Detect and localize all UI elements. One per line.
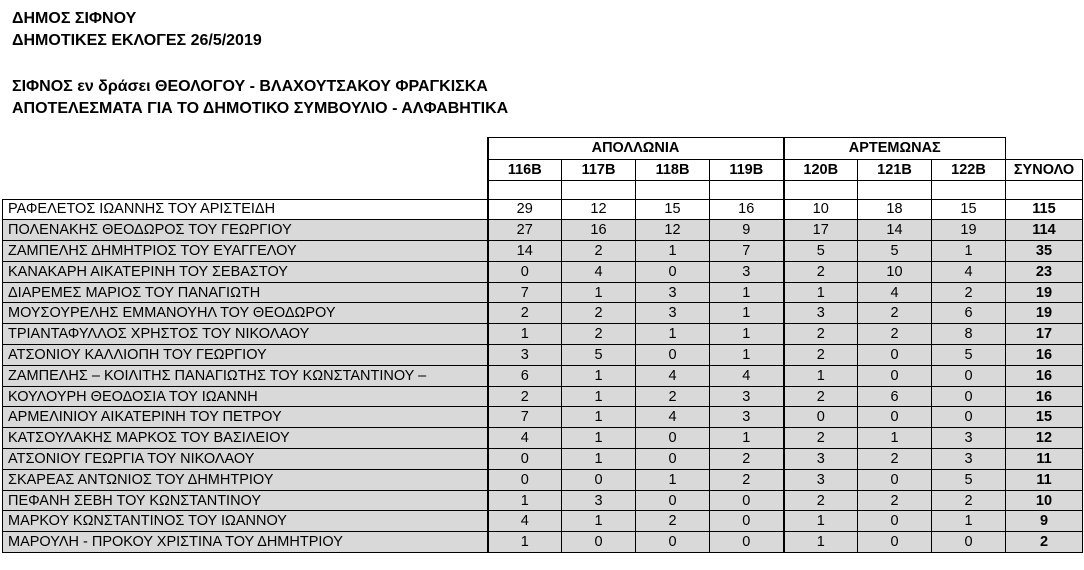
vote-cell: 5: [932, 345, 1006, 366]
total-cell: 2: [1006, 532, 1083, 553]
candidate-row: [3, 490, 1083, 511]
candidate-name-cell: ΤΡΙΑΝΤΑΦΥΛΛΟΣ ΧΡΗΣΤΟΣ ΤΟΥ ΝΙΚΟΛΑΟΥ: [3, 324, 488, 345]
total-cell: 9: [1006, 511, 1083, 532]
vote-cell: 0: [784, 407, 858, 428]
header-name-spacer: [3, 181, 488, 200]
empty-cell: [932, 181, 1006, 200]
total-cell: 12: [1006, 428, 1083, 449]
vote-cell: 7: [488, 407, 562, 428]
candidate-row: [3, 511, 1083, 532]
results-table: [2, 137, 1083, 553]
vote-cell: 12: [562, 199, 636, 220]
vote-cell: 6: [932, 303, 1006, 324]
vote-cell: 0: [858, 469, 932, 490]
candidate-row: [3, 449, 1083, 470]
empty-cell: [636, 181, 710, 200]
results-subtitle: ΑΠΟΤΕΛΕΣΜΑΤΑ ΓΙΑ ΤΟ ΔΗΜΟΤΙΚΟ ΣΥΜΒΟΥΛΙΟ - ΑΛΦΑΒΗΤΙΚΑ: [12, 100, 509, 117]
results-tbody: [3, 199, 1083, 553]
vote-cell: 3: [636, 282, 710, 303]
total-cell: 115: [1006, 199, 1083, 220]
vote-cell: 12: [636, 220, 710, 241]
station-header-116b: 116B: [488, 159, 562, 181]
vote-cell: 6: [858, 386, 932, 407]
vote-cell: 3: [784, 303, 858, 324]
vote-cell: 1: [858, 428, 932, 449]
vote-cell: 4: [636, 365, 710, 386]
vote-cell: 4: [488, 428, 562, 449]
candidate-row: [3, 365, 1083, 386]
vote-cell: 2: [784, 324, 858, 345]
candidate-name-cell: ΚΟΥΛΟΥΡΗ ΘΕΟΔΟΣΙΑ ΤΟΥ ΙΩΑΝΝΗ: [3, 386, 488, 407]
vote-cell: 0: [636, 532, 710, 553]
vote-cell: 2: [784, 261, 858, 282]
district-header-row: [3, 138, 1083, 160]
vote-cell: 0: [858, 407, 932, 428]
vote-cell: 2: [932, 282, 1006, 303]
total-cell: 16: [1006, 345, 1083, 366]
vote-cell: 4: [636, 407, 710, 428]
report-header: [12, 8, 508, 120]
candidate-name-cell: ΑΡΜΕΛΙΝΙΟΥ ΑΙΚΑΤΕΡΙΝΗ ΤΟΥ ΠΕΤΡΟΥ: [3, 407, 488, 428]
total-cell: 16: [1006, 365, 1083, 386]
vote-cell: 15: [932, 199, 1006, 220]
vote-cell: 10: [858, 261, 932, 282]
vote-cell: 2: [562, 303, 636, 324]
vote-cell: 0: [858, 511, 932, 532]
vote-cell: 2: [858, 303, 932, 324]
vote-cell: 2: [784, 386, 858, 407]
vote-cell: 0: [562, 532, 636, 553]
municipality-title: ΔΗΜΟΣ ΣΙΦΝΟΥ: [12, 10, 137, 27]
vote-cell: 1: [562, 407, 636, 428]
candidate-row: [3, 407, 1083, 428]
vote-cell: 2: [636, 386, 710, 407]
candidate-name-cell: ΠΕΦΑΝΗ ΣΕΒΗ ΤΟΥ ΚΩΝΣΤΑΝΤΙΝΟΥ: [3, 490, 488, 511]
total-cell: 17: [1006, 324, 1083, 345]
vote-cell: 6: [488, 365, 562, 386]
candidate-name-cell: ΖΑΜΠΕΛΗΣ – ΚΟΙΛΙΤΗΣ ΠΑΝΑΓΙΩΤΗΣ ΤΟΥ ΚΩΝΣΤΑΝΤΙΝΟΥ –: [3, 365, 488, 386]
vote-cell: 1: [562, 511, 636, 532]
candidate-name-cell: ΚΑΤΣΟΥΛΑΚΗΣ ΜΑΡΚΟΣ ΤΟΥ ΒΑΣΙΛΕΙΟΥ: [3, 428, 488, 449]
vote-cell: 0: [636, 449, 710, 470]
vote-cell: 0: [858, 365, 932, 386]
vote-cell: 2: [488, 386, 562, 407]
vote-cell: 0: [636, 261, 710, 282]
district-header-artemonas: ΑΡΤΕΜΩΝΑΣ: [784, 138, 1006, 160]
vote-cell: 0: [932, 407, 1006, 428]
total-cell: 10: [1006, 490, 1083, 511]
election-title: ΔΗΜΟΤΙΚΕΣ ΕΚΛΟΓΕΣ 26/5/2019: [12, 32, 262, 49]
candidate-row: [3, 469, 1083, 490]
vote-cell: 4: [932, 261, 1006, 282]
vote-cell: 3: [784, 449, 858, 470]
vote-cell: 14: [488, 241, 562, 262]
vote-cell: 1: [932, 241, 1006, 262]
vote-cell: 1: [784, 511, 858, 532]
vote-cell: 5: [858, 241, 932, 262]
station-header-119b: 119B: [710, 159, 784, 181]
total-column-header: ΣΥΝΟΛΟ: [1006, 159, 1083, 181]
vote-cell: 4: [488, 511, 562, 532]
vote-cell: 27: [488, 220, 562, 241]
vote-cell: 1: [636, 241, 710, 262]
district-header-apollonia: ΑΠΟΛΛΩΝΙΑ: [488, 138, 784, 160]
vote-cell: 0: [710, 511, 784, 532]
empty-cell: [858, 181, 932, 200]
total-cell: 11: [1006, 469, 1083, 490]
vote-cell: 1: [784, 365, 858, 386]
vote-cell: 3: [932, 449, 1006, 470]
total-cell: 19: [1006, 282, 1083, 303]
total-cell: 114: [1006, 220, 1083, 241]
vote-cell: 4: [858, 282, 932, 303]
vote-cell: 15: [636, 199, 710, 220]
candidate-name-cell: ΚΑΝΑΚΑΡΗ ΑΙΚΑΤΕΡΙΝΗ ΤΟΥ ΣΕΒΑΣΤΟΥ: [3, 261, 488, 282]
vote-cell: 0: [932, 532, 1006, 553]
vote-cell: 2: [488, 303, 562, 324]
candidate-name-cell: ΖΑΜΠΕΛΗΣ ΔΗΜΗΤΡΙΟΣ ΤΟΥ ΕΥΑΓΓΕΛΟΥ: [3, 241, 488, 262]
vote-cell: 0: [858, 532, 932, 553]
vote-cell: 2: [710, 449, 784, 470]
candidate-name-cell: ΔΙΑΡΕΜΕΣ ΜΑΡΙΟΣ ΤΟΥ ΠΑΝΑΓΙΩΤΗ: [3, 282, 488, 303]
vote-cell: 1: [488, 324, 562, 345]
total-column-top-cell: [1006, 138, 1083, 160]
vote-cell: 0: [488, 449, 562, 470]
vote-cell: 0: [488, 261, 562, 282]
candidate-name-cell: ΜΑΡΟΥΛΗ - ΠΡΟΚΟΥ ΧΡΙΣΤΙΝΑ ΤΟΥ ΔΗΜΗΤΡΙΟΥ: [3, 532, 488, 553]
total-cell: 35: [1006, 241, 1083, 262]
vote-cell: 18: [858, 199, 932, 220]
candidate-row: [3, 261, 1083, 282]
vote-cell: 0: [562, 469, 636, 490]
vote-cell: 2: [932, 490, 1006, 511]
candidate-name-cell: ΠΟΛΕΝΑΚΗΣ ΘΕΟΔΩΡΟΣ ΤΟΥ ΓΕΩΡΓΙΟΥ: [3, 220, 488, 241]
vote-cell: 1: [562, 386, 636, 407]
vote-cell: 5: [784, 241, 858, 262]
vote-cell: 2: [710, 469, 784, 490]
vote-cell: 2: [562, 324, 636, 345]
total-cell: 23: [1006, 261, 1083, 282]
vote-cell: 5: [932, 469, 1006, 490]
vote-cell: 3: [710, 407, 784, 428]
vote-cell: 14: [858, 220, 932, 241]
vote-cell: 8: [932, 324, 1006, 345]
vote-cell: 9: [710, 220, 784, 241]
vote-cell: 3: [710, 261, 784, 282]
vote-cell: 1: [562, 428, 636, 449]
candidate-row: [3, 241, 1083, 262]
vote-cell: 0: [636, 428, 710, 449]
vote-cell: 10: [784, 199, 858, 220]
station-header-122b: 122B: [932, 159, 1006, 181]
vote-cell: 1: [488, 532, 562, 553]
vote-cell: 1: [710, 345, 784, 366]
vote-cell: 1: [784, 282, 858, 303]
vote-cell: 2: [784, 490, 858, 511]
vote-cell: 3: [784, 469, 858, 490]
vote-cell: 0: [858, 345, 932, 366]
vote-cell: 1: [488, 490, 562, 511]
vote-cell: 3: [710, 386, 784, 407]
station-header-121b: 121B: [858, 159, 932, 181]
empty-header-row: [3, 181, 1083, 200]
vote-cell: 2: [784, 345, 858, 366]
empty-cell: [488, 181, 562, 200]
candidate-row: [3, 199, 1083, 220]
candidate-row: [3, 303, 1083, 324]
vote-cell: 1: [710, 303, 784, 324]
candidate-name-cell: ΑΤΣΟΝΙΟΥ ΚΑΛΛΙΟΠΗ ΤΟΥ ΓΕΩΡΓΙΟΥ: [3, 345, 488, 366]
vote-cell: 2: [858, 449, 932, 470]
vote-cell: 29: [488, 199, 562, 220]
vote-cell: 19: [932, 220, 1006, 241]
vote-cell: 0: [932, 365, 1006, 386]
vote-cell: 7: [710, 241, 784, 262]
vote-cell: 1: [562, 282, 636, 303]
vote-cell: 16: [710, 199, 784, 220]
station-header-117b: 117B: [562, 159, 636, 181]
vote-cell: 0: [710, 490, 784, 511]
party-title: ΣΙΦΝΟΣ εν δράσει ΘΕΟΛΟΓΟΥ - ΒΛΑΧΟΥΤΣΑΚΟΥ ΦΡΑΓΚΙΣΚΑ: [12, 78, 488, 95]
vote-cell: 1: [710, 428, 784, 449]
vote-cell: 0: [488, 469, 562, 490]
vote-cell: 1: [636, 469, 710, 490]
candidate-row: [3, 345, 1083, 366]
candidate-name-cell: ΣΚΑΡΕΑΣ ΑΝΤΩΝΙΟΣ ΤΟΥ ΔΗΜΗΤΡΙΟΥ: [3, 469, 488, 490]
candidate-row: [3, 220, 1083, 241]
vote-cell: 1: [562, 365, 636, 386]
vote-cell: 16: [562, 220, 636, 241]
vote-cell: 1: [932, 511, 1006, 532]
candidate-row: [3, 428, 1083, 449]
vote-cell: 2: [562, 241, 636, 262]
station-header-row: [3, 159, 1083, 181]
empty-cell: [1006, 181, 1083, 200]
header-name-spacer: [3, 138, 488, 160]
vote-cell: 5: [562, 345, 636, 366]
candidate-row: [3, 282, 1083, 303]
vote-cell: 2: [858, 490, 932, 511]
empty-cell: [784, 181, 858, 200]
vote-cell: 0: [636, 490, 710, 511]
vote-cell: 4: [710, 365, 784, 386]
vote-cell: 2: [858, 324, 932, 345]
vote-cell: 3: [562, 490, 636, 511]
candidate-name-cell: ΜΑΡΚΟΥ ΚΩΝΣΤΑΝΤΙΝΟΣ ΤΟΥ ΙΩΑΝΝΟΥ: [3, 511, 488, 532]
vote-cell: 2: [784, 428, 858, 449]
header-name-spacer: [3, 159, 488, 181]
empty-cell: [710, 181, 784, 200]
vote-cell: 17: [784, 220, 858, 241]
station-header-118b: 118B: [636, 159, 710, 181]
candidate-name-cell: ΡΑΦΕΛΕΤΟΣ ΙΩΑΝΝΗΣ ΤΟΥ ΑΡΙΣΤΕΙΔΗ: [3, 199, 488, 220]
vote-cell: 1: [636, 324, 710, 345]
vote-cell: 2: [636, 511, 710, 532]
vote-cell: 3: [488, 345, 562, 366]
total-cell: 19: [1006, 303, 1083, 324]
total-cell: 16: [1006, 386, 1083, 407]
vote-cell: 1: [710, 324, 784, 345]
vote-cell: 4: [562, 261, 636, 282]
vote-cell: 3: [636, 303, 710, 324]
candidate-name-cell: ΑΤΣΟΝΙΟΥ ΓΕΩΡΓΙΑ ΤΟΥ ΝΙΚΟΛΑΟΥ: [3, 449, 488, 470]
candidate-row: [3, 386, 1083, 407]
candidate-row: [3, 324, 1083, 345]
candidate-name-cell: ΜΟΥΣΟΥΡΕΛΗΣ ΕΜΜΑΝΟΥΗΛ ΤΟΥ ΘΕΟΔΩΡΟΥ: [3, 303, 488, 324]
station-header-120b: 120B: [784, 159, 858, 181]
vote-cell: 1: [784, 532, 858, 553]
vote-cell: 0: [636, 345, 710, 366]
candidate-row: [3, 532, 1083, 553]
vote-cell: 1: [562, 449, 636, 470]
vote-cell: 7: [488, 282, 562, 303]
empty-cell: [562, 181, 636, 200]
vote-cell: 3: [932, 428, 1006, 449]
vote-cell: 0: [710, 532, 784, 553]
total-cell: 11: [1006, 449, 1083, 470]
total-cell: 15: [1006, 407, 1083, 428]
vote-cell: 1: [710, 282, 784, 303]
vote-cell: 0: [932, 386, 1006, 407]
